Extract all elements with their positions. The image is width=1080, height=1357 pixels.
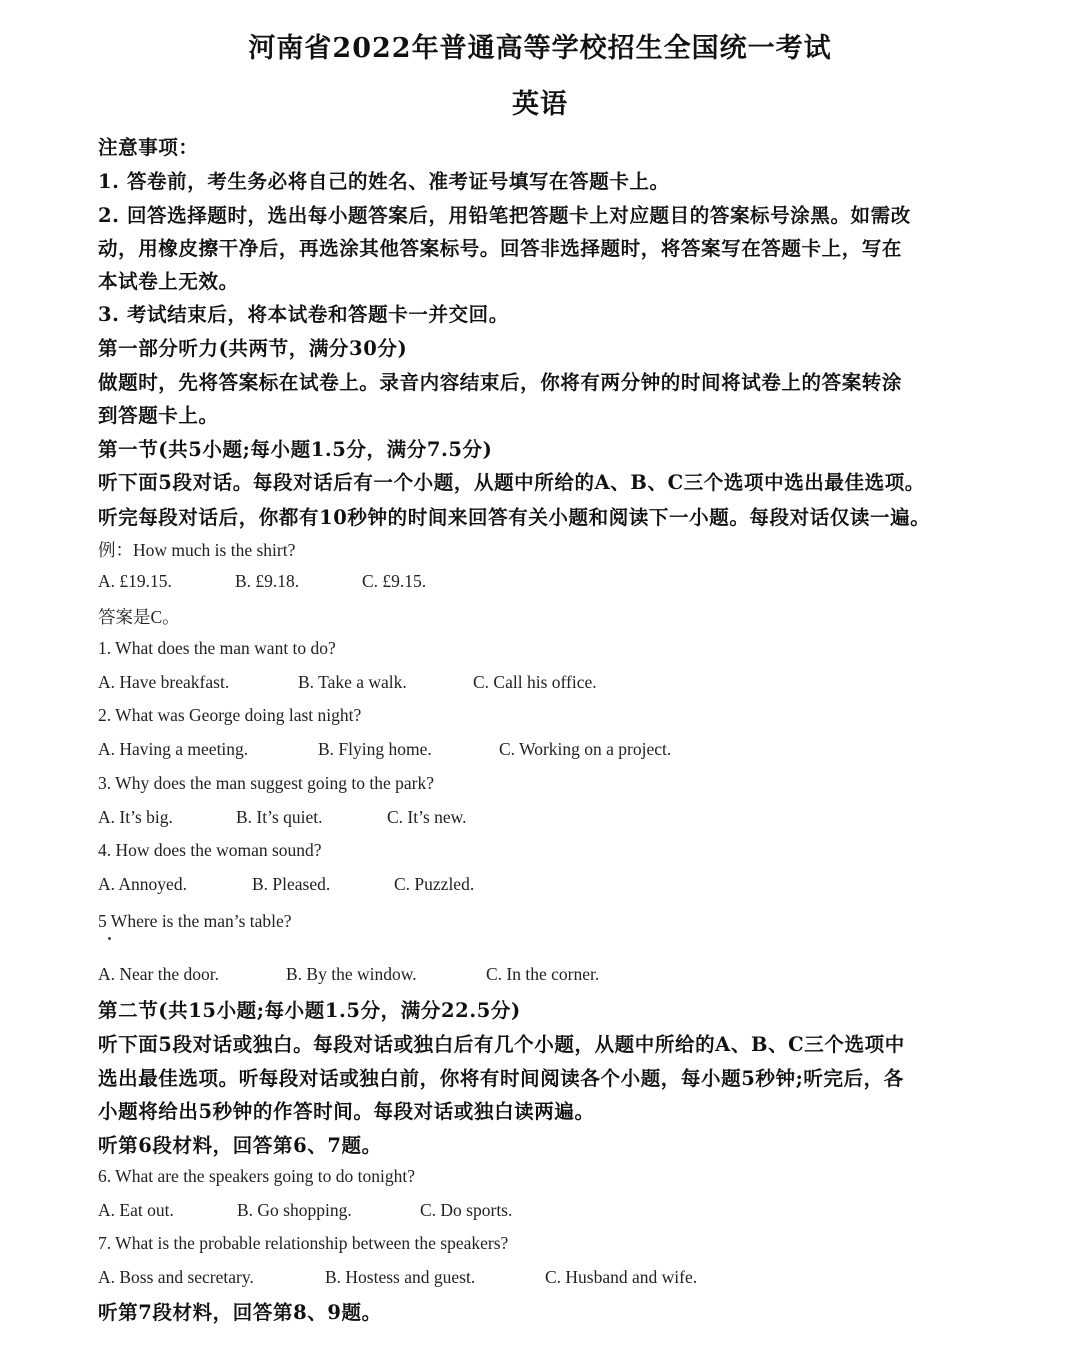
section1-instruction: 听下面5段对话。每段对话后有一个小题，从题中所给的A、B、C三个选项中选出最佳选项。	[98, 471, 925, 494]
section2-heading: 第二节(共15小题;每小题1.5分，满分22.5分)	[98, 999, 521, 1022]
q1-option-c: C. Call his office.	[473, 672, 597, 692]
stray-dot	[108, 937, 111, 940]
q2-option-b: B. Flying home.	[318, 739, 432, 759]
notice-line: 动，用橡皮擦干净后，再选涂其他答案标号。回答非选择题时，将答案写在答题卡上，写在	[98, 237, 903, 260]
section2-instruction: 听下面5段对话或独白。每段对话或独白后有几个小题，从题中所给的A、B、C三个选项中	[98, 1033, 905, 1056]
q5-option-a: A. Near the door.	[98, 964, 220, 984]
q3-option-a: A. It’s big.	[98, 807, 173, 827]
q7-option-c: C. Husband and wife.	[545, 1267, 698, 1287]
part1-instruction: 到答题卡上。	[98, 404, 219, 427]
notice-line: 1. 答卷前，考生务必将自己的姓名、准考证号填写在答题卡上。	[98, 170, 670, 193]
notice-line: 3. 考试结束后，将本试卷和答题卡一并交回。	[98, 303, 509, 326]
q1-option-b: B. Take a walk.	[298, 672, 407, 692]
example-answer: 答案是C。	[98, 607, 180, 627]
q5-option-c: C. In the corner.	[486, 964, 600, 984]
q6-option-b: B. Go shopping.	[237, 1200, 352, 1220]
q6-option-a: A. Eat out.	[98, 1200, 174, 1220]
question-5: 5 Where is the man’s table?	[98, 911, 292, 931]
q7-option-a: A. Boss and secretary.	[98, 1267, 254, 1287]
q6-option-c: C. Do sports.	[420, 1200, 513, 1220]
question-4: 4. How does the woman sound?	[98, 840, 322, 860]
q4-option-b: B. Pleased.	[252, 874, 331, 894]
question-2: 2. What was George doing last night?	[98, 705, 362, 725]
question-6: 6. What are the speakers going to do tonight?	[98, 1166, 416, 1186]
subject-title: 英语	[512, 89, 568, 120]
section2-instruction: 选出最佳选项。听每段对话或独白前，你将有时间阅读各个小题，每小题5秒钟;听完后，各	[98, 1067, 904, 1090]
question-3: 3. Why does the man suggest going to the park?	[98, 773, 435, 793]
section1-heading: 第一节(共5小题;每小题1.5分，满分7.5分)	[98, 438, 493, 461]
q3-option-b: B. It’s quiet.	[236, 807, 323, 827]
option-c: C. £9.15.	[362, 571, 427, 591]
section1-instruction: 听完每段对话后，你都有10秒钟的时间来回答有关小题和阅读下一小题。每段对话仅读一遍。	[98, 506, 931, 529]
q2-option-c: C. Working on a project.	[499, 739, 672, 759]
q5-option-b: B. By the window.	[286, 964, 417, 984]
question-7: 7. What is the probable relationship between the speakers?	[98, 1233, 509, 1253]
example-question: 例：How much is the shirt?	[98, 540, 296, 560]
section2-instruction: 小题将给出5秒钟的作答时间。每段对话或独白读两遍。	[98, 1100, 595, 1123]
material-7-heading: 听第7段材料，回答第8、9题。	[98, 1301, 382, 1324]
option-b: B. £9.18.	[235, 571, 300, 591]
material-6-heading: 听第6段材料，回答第6、7题。	[98, 1134, 382, 1157]
option-a: A. £19.15.	[98, 571, 172, 591]
q1-option-a: A. Have breakfast.	[98, 672, 230, 692]
notice-line: 本试卷上无效。	[98, 270, 239, 293]
q2-option-a: A. Having a meeting.	[98, 739, 249, 759]
part1-instruction: 做题时，先将答案标在试卷上。录音内容结束后，你将有两分钟的时间将试卷上的答案转涂	[98, 371, 903, 394]
question-1: 1. What does the man want to do?	[98, 638, 336, 658]
q3-option-c: C. It’s new.	[387, 807, 467, 827]
q4-option-a: A. Annoyed.	[98, 874, 187, 894]
q4-option-c: C. Puzzled.	[394, 874, 475, 894]
exam-title: 河南省2022年普通高等学校招生全国统一考试	[248, 33, 832, 64]
q7-option-b: B. Hostess and guest.	[325, 1267, 476, 1287]
notice-heading: 注意事项：	[98, 136, 199, 159]
notice-line: 2. 回答选择题时，选出每小题答案后，用铅笔把答题卡上对应题目的答案标号涂黑。如需改	[98, 204, 911, 227]
part1-heading: 第一部分听力(共两节，满分30分)	[98, 337, 408, 360]
